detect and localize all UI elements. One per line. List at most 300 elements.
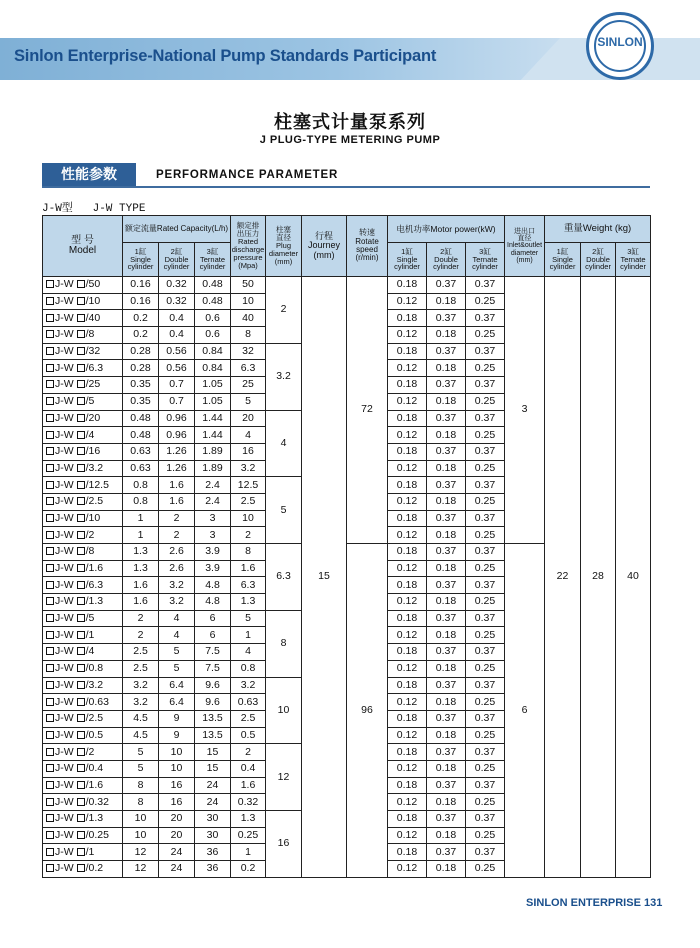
- checkbox-icon: [46, 364, 54, 372]
- checkbox-icon: [77, 631, 85, 639]
- motor-ternate: 0.25: [466, 827, 505, 844]
- motor-double: 0.18: [427, 460, 466, 477]
- sinlon-logo: [586, 12, 654, 80]
- checkbox-icon: [77, 414, 85, 422]
- motor-double: 0.37: [427, 277, 466, 294]
- capacity-double: 10: [159, 744, 195, 761]
- header-cap-double: 2缸 Double cylinder: [159, 243, 195, 277]
- motor-single: 0.18: [388, 744, 427, 761]
- motor-single: 0.12: [388, 794, 427, 811]
- capacity-single: 1.6: [123, 577, 159, 594]
- capacity-single: 10: [123, 827, 159, 844]
- motor-double: 0.37: [427, 677, 466, 694]
- capacity-single: 12: [123, 844, 159, 861]
- capacity-single: 2: [123, 610, 159, 627]
- motor-single: 0.18: [388, 610, 427, 627]
- motor-ternate: 0.25: [466, 527, 505, 544]
- motor-double: 0.37: [427, 410, 466, 427]
- header-model: 型 号 Model: [43, 216, 123, 277]
- capacity-double: 0.56: [159, 360, 195, 377]
- motor-double: 0.18: [427, 493, 466, 510]
- model-cell: J-W /2.5: [43, 493, 123, 510]
- motor-ternate: 0.37: [466, 477, 505, 494]
- checkbox-icon: [46, 848, 54, 856]
- checkbox-icon: [77, 664, 85, 672]
- capacity-double: 3.2: [159, 594, 195, 611]
- model-cell: J-W /5: [43, 393, 123, 410]
- checkbox-icon: [46, 280, 54, 288]
- model-cell: J-W /6.3: [43, 360, 123, 377]
- capacity-double: 9: [159, 710, 195, 727]
- capacity-single: 0.63: [123, 443, 159, 460]
- motor-single: 0.12: [388, 694, 427, 711]
- motor-ternate: 0.25: [466, 360, 505, 377]
- capacity-ternate: 2.4: [195, 477, 231, 494]
- pressure-cell: 5: [231, 610, 266, 627]
- checkbox-icon: [77, 798, 85, 806]
- model-cell: J-W /2: [43, 527, 123, 544]
- header-capacity: 额定流量Rated Capacity(L/h): [123, 216, 231, 243]
- motor-single: 0.12: [388, 827, 427, 844]
- pressure-cell: 0.32: [231, 794, 266, 811]
- motor-single: 0.18: [388, 544, 427, 561]
- capacity-ternate: 24: [195, 794, 231, 811]
- footer-text: SINLON ENTERPRISE 131: [526, 897, 663, 909]
- pressure-cell: 6.3: [231, 577, 266, 594]
- motor-ternate: 0.25: [466, 627, 505, 644]
- section-title: PERFORMANCE PARAMETER: [156, 169, 339, 181]
- plug-diameter-cell: 5: [266, 477, 302, 544]
- capacity-single: 12: [123, 861, 159, 878]
- capacity-double: 24: [159, 844, 195, 861]
- motor-ternate: 0.37: [466, 710, 505, 727]
- capacity-double: 1.26: [159, 460, 195, 477]
- capacity-ternate: 1.44: [195, 427, 231, 444]
- motor-ternate: 0.37: [466, 310, 505, 327]
- pressure-cell: 10: [231, 293, 266, 310]
- header-motor-ternate: 3缸 Ternate cylinder: [466, 243, 505, 277]
- capacity-single: 1: [123, 510, 159, 527]
- capacity-double: 3.2: [159, 577, 195, 594]
- checkbox-icon: [77, 547, 85, 555]
- checkbox-icon: [46, 347, 54, 355]
- motor-double: 0.18: [427, 527, 466, 544]
- checkbox-icon: [77, 831, 85, 839]
- model-cell: J-W /3.2: [43, 460, 123, 477]
- pressure-cell: 4: [231, 644, 266, 661]
- checkbox-icon: [46, 547, 54, 555]
- capacity-ternate: 1.44: [195, 410, 231, 427]
- capacity-single: 1.3: [123, 544, 159, 561]
- model-cell: J-W /8: [43, 544, 123, 561]
- checkbox-icon: [77, 481, 85, 489]
- plug-diameter-cell: 12: [266, 744, 302, 811]
- capacity-single: 4.5: [123, 727, 159, 744]
- capacity-double: 1.6: [159, 493, 195, 510]
- pressure-cell: 1.6: [231, 560, 266, 577]
- motor-double: 0.18: [427, 827, 466, 844]
- capacity-single: 1: [123, 527, 159, 544]
- checkbox-icon: [77, 464, 85, 472]
- pressure-cell: 6.3: [231, 360, 266, 377]
- capacity-ternate: 7.5: [195, 644, 231, 661]
- motor-double: 0.18: [427, 560, 466, 577]
- checkbox-icon: [46, 497, 54, 505]
- checkbox-icon: [46, 647, 54, 655]
- motor-single: 0.12: [388, 660, 427, 677]
- capacity-single: 0.8: [123, 477, 159, 494]
- motor-ternate: 0.37: [466, 343, 505, 360]
- plug-diameter-cell: 16: [266, 811, 302, 878]
- capacity-ternate: 9.6: [195, 694, 231, 711]
- capacity-single: 8: [123, 777, 159, 794]
- motor-double: 0.37: [427, 844, 466, 861]
- checkbox-icon: [77, 514, 85, 522]
- capacity-single: 5: [123, 760, 159, 777]
- capacity-single: 0.48: [123, 410, 159, 427]
- model-cell: J-W /0.32: [43, 794, 123, 811]
- motor-ternate: 0.37: [466, 777, 505, 794]
- capacity-double: 2.6: [159, 560, 195, 577]
- motor-ternate: 0.37: [466, 544, 505, 561]
- pressure-cell: 8: [231, 544, 266, 561]
- checkbox-icon: [46, 781, 54, 789]
- header-inlet: 进出口 直径 Inlet&outlet diameter (mm): [505, 216, 545, 277]
- section-divider: [42, 186, 650, 188]
- motor-single: 0.12: [388, 427, 427, 444]
- header-weight-ternate: 3缸 Ternate cylinder: [616, 243, 651, 277]
- checkbox-icon: [77, 814, 85, 822]
- header-speed: 转速 Rotate speed (r/min): [347, 216, 388, 277]
- logo-text: SINLON: [597, 35, 643, 49]
- checkbox-icon: [77, 431, 85, 439]
- capacity-double: 0.56: [159, 343, 195, 360]
- capacity-single: 4.5: [123, 710, 159, 727]
- capacity-double: 20: [159, 811, 195, 828]
- capacity-ternate: 0.6: [195, 310, 231, 327]
- checkbox-icon: [46, 831, 54, 839]
- pressure-cell: 3.2: [231, 460, 266, 477]
- weight-double: 28: [581, 277, 616, 878]
- motor-ternate: 0.37: [466, 744, 505, 761]
- motor-double: 0.18: [427, 760, 466, 777]
- capacity-ternate: 6: [195, 627, 231, 644]
- capacity-double: 0.32: [159, 277, 195, 294]
- plug-diameter-cell: 2: [266, 277, 302, 344]
- pressure-cell: 1: [231, 627, 266, 644]
- capacity-double: 0.4: [159, 310, 195, 327]
- capacity-double: 5: [159, 644, 195, 661]
- capacity-double: 0.7: [159, 393, 195, 410]
- motor-double: 0.37: [427, 577, 466, 594]
- capacity-ternate: 3.9: [195, 560, 231, 577]
- capacity-single: 1.6: [123, 594, 159, 611]
- motor-single: 0.18: [388, 277, 427, 294]
- checkbox-icon: [46, 581, 54, 589]
- header-weight-single: 1缸 Single cylinder: [545, 243, 581, 277]
- checkbox-icon: [46, 714, 54, 722]
- header-cap-single: 1缸 Single cylinder: [123, 243, 159, 277]
- capacity-ternate: 0.84: [195, 360, 231, 377]
- checkbox-icon: [46, 431, 54, 439]
- motor-single: 0.18: [388, 644, 427, 661]
- capacity-ternate: 0.84: [195, 343, 231, 360]
- model-cell: J-W /4: [43, 644, 123, 661]
- banner-title: Sinlon Enterprise-National Pump Standards Participant: [14, 47, 437, 65]
- capacity-ternate: 0.48: [195, 293, 231, 310]
- plug-diameter-cell: 4: [266, 410, 302, 477]
- motor-ternate: 0.37: [466, 443, 505, 460]
- model-cell: J-W /1.3: [43, 594, 123, 611]
- inlet-diameter-cell: 6: [505, 544, 545, 878]
- header-journey: 行程 Journey (mm): [302, 216, 347, 277]
- checkbox-icon: [46, 397, 54, 405]
- model-cell: J-W /4: [43, 427, 123, 444]
- pressure-cell: 5: [231, 393, 266, 410]
- checkbox-icon: [46, 748, 54, 756]
- capacity-double: 6.4: [159, 694, 195, 711]
- motor-ternate: 0.25: [466, 727, 505, 744]
- motor-single: 0.18: [388, 510, 427, 527]
- motor-double: 0.18: [427, 327, 466, 344]
- pressure-cell: 1.6: [231, 777, 266, 794]
- capacity-double: 0.32: [159, 293, 195, 310]
- capacity-double: 9: [159, 727, 195, 744]
- header-weight: 重量Weight (kg): [545, 216, 651, 243]
- pressure-cell: 2.5: [231, 710, 266, 727]
- checkbox-icon: [46, 681, 54, 689]
- capacity-single: 3.2: [123, 694, 159, 711]
- model-cell: J-W /0.5: [43, 727, 123, 744]
- capacity-double: 2: [159, 510, 195, 527]
- motor-single: 0.12: [388, 560, 427, 577]
- checkbox-icon: [46, 864, 54, 872]
- motor-single: 0.18: [388, 811, 427, 828]
- pressure-cell: 20: [231, 410, 266, 427]
- motor-single: 0.12: [388, 627, 427, 644]
- motor-single: 0.12: [388, 727, 427, 744]
- motor-double: 0.18: [427, 627, 466, 644]
- model-cell: J-W /2: [43, 744, 123, 761]
- model-cell: J-W /0.63: [43, 694, 123, 711]
- motor-double: 0.37: [427, 443, 466, 460]
- header-plug: 柱塞 直径 Plug diameter (mm): [266, 216, 302, 277]
- capacity-ternate: 1.89: [195, 460, 231, 477]
- checkbox-icon: [77, 280, 85, 288]
- model-cell: J-W /25: [43, 377, 123, 394]
- checkbox-icon: [46, 798, 54, 806]
- pressure-cell: 2: [231, 744, 266, 761]
- motor-double: 0.18: [427, 794, 466, 811]
- model-cell: J-W /5: [43, 610, 123, 627]
- motor-ternate: 0.37: [466, 510, 505, 527]
- checkbox-icon: [77, 748, 85, 756]
- checkbox-icon: [46, 514, 54, 522]
- pressure-cell: 0.2: [231, 861, 266, 878]
- model-cell: J-W /32: [43, 343, 123, 360]
- pressure-cell: 1: [231, 844, 266, 861]
- motor-ternate: 0.25: [466, 794, 505, 811]
- capacity-double: 4: [159, 627, 195, 644]
- header-motor: 电机功率Motor power(kW): [388, 216, 505, 243]
- motor-double: 0.37: [427, 644, 466, 661]
- capacity-single: 0.48: [123, 427, 159, 444]
- motor-single: 0.12: [388, 360, 427, 377]
- page-title-en: J PLUG-TYPE METERING PUMP: [259, 134, 441, 146]
- capacity-ternate: 3.9: [195, 544, 231, 561]
- motor-single: 0.18: [388, 343, 427, 360]
- motor-double: 0.18: [427, 393, 466, 410]
- model-cell: J-W /3.2: [43, 677, 123, 694]
- model-cell: J-W /6.3: [43, 577, 123, 594]
- checkbox-icon: [46, 464, 54, 472]
- pressure-cell: 40: [231, 310, 266, 327]
- capacity-single: 2.5: [123, 660, 159, 677]
- capacity-single: 0.2: [123, 310, 159, 327]
- pressure-cell: 16: [231, 443, 266, 460]
- checkbox-icon: [77, 330, 85, 338]
- capacity-ternate: 30: [195, 811, 231, 828]
- model-cell: J-W /0.8: [43, 660, 123, 677]
- weight-single: 22: [545, 277, 581, 878]
- motor-double: 0.37: [427, 310, 466, 327]
- motor-double: 0.18: [427, 594, 466, 611]
- plug-diameter-cell: 10: [266, 677, 302, 744]
- checkbox-icon: [46, 531, 54, 539]
- capacity-ternate: 1.05: [195, 377, 231, 394]
- capacity-single: 1.3: [123, 560, 159, 577]
- checkbox-icon: [46, 764, 54, 772]
- capacity-ternate: 7.5: [195, 660, 231, 677]
- capacity-ternate: 13.5: [195, 727, 231, 744]
- model-cell: J-W /16: [43, 443, 123, 460]
- model-cell: J-W /50: [43, 277, 123, 294]
- motor-single: 0.18: [388, 477, 427, 494]
- checkbox-icon: [77, 781, 85, 789]
- header-cap-ternate: 3缸 Ternate cylinder: [195, 243, 231, 277]
- motor-ternate: 0.25: [466, 594, 505, 611]
- pressure-cell: 25: [231, 377, 266, 394]
- motor-double: 0.37: [427, 811, 466, 828]
- table-row: [43, 277, 651, 294]
- pressure-cell: 12.5: [231, 477, 266, 494]
- capacity-ternate: 24: [195, 777, 231, 794]
- motor-single: 0.12: [388, 460, 427, 477]
- header-row-1: [43, 216, 651, 243]
- motor-ternate: 0.25: [466, 660, 505, 677]
- motor-ternate: 0.25: [466, 694, 505, 711]
- capacity-double: 0.7: [159, 377, 195, 394]
- capacity-single: 2.5: [123, 644, 159, 661]
- capacity-ternate: 1.05: [195, 393, 231, 410]
- capacity-ternate: 4.8: [195, 594, 231, 611]
- motor-double: 0.18: [427, 694, 466, 711]
- motor-ternate: 0.25: [466, 393, 505, 410]
- journey-cell: 15: [302, 277, 347, 878]
- pressure-cell: 50: [231, 277, 266, 294]
- motor-ternate: 0.37: [466, 811, 505, 828]
- model-cell: J-W /0.4: [43, 760, 123, 777]
- motor-double: 0.37: [427, 610, 466, 627]
- motor-single: 0.12: [388, 393, 427, 410]
- pressure-cell: 8: [231, 327, 266, 344]
- motor-double: 0.18: [427, 727, 466, 744]
- capacity-ternate: 4.8: [195, 577, 231, 594]
- pressure-cell: 2: [231, 527, 266, 544]
- inlet-diameter-cell: 3: [505, 277, 545, 544]
- capacity-double: 24: [159, 861, 195, 878]
- motor-double: 0.37: [427, 477, 466, 494]
- checkbox-icon: [46, 414, 54, 422]
- checkbox-icon: [46, 447, 54, 455]
- pressure-cell: 0.8: [231, 660, 266, 677]
- checkbox-icon: [77, 314, 85, 322]
- checkbox-icon: [77, 564, 85, 572]
- capacity-double: 16: [159, 794, 195, 811]
- checkbox-icon: [77, 647, 85, 655]
- checkbox-icon: [46, 481, 54, 489]
- motor-single: 0.18: [388, 710, 427, 727]
- header-motor-double: 2缸 Double cylinder: [427, 243, 466, 277]
- motor-ternate: 0.25: [466, 460, 505, 477]
- checkbox-icon: [46, 814, 54, 822]
- capacity-single: 8: [123, 794, 159, 811]
- capacity-single: 3.2: [123, 677, 159, 694]
- checkbox-icon: [46, 698, 54, 706]
- model-cell: J-W /0.2: [43, 861, 123, 878]
- capacity-single: 5: [123, 744, 159, 761]
- motor-double: 0.37: [427, 744, 466, 761]
- capacity-ternate: 30: [195, 827, 231, 844]
- capacity-double: 1.6: [159, 477, 195, 494]
- checkbox-icon: [46, 731, 54, 739]
- capacity-double: 5: [159, 660, 195, 677]
- pressure-cell: 3.2: [231, 677, 266, 694]
- capacity-ternate: 15: [195, 744, 231, 761]
- plug-diameter-cell: 6.3: [266, 544, 302, 611]
- checkbox-icon: [77, 597, 85, 605]
- capacity-double: 16: [159, 777, 195, 794]
- checkbox-icon: [77, 380, 85, 388]
- capacity-ternate: 9.6: [195, 677, 231, 694]
- motor-single: 0.18: [388, 410, 427, 427]
- motor-single: 0.18: [388, 844, 427, 861]
- capacity-ternate: 13.5: [195, 710, 231, 727]
- model-cell: J-W /12.5: [43, 477, 123, 494]
- checkbox-icon: [46, 314, 54, 322]
- motor-single: 0.18: [388, 777, 427, 794]
- motor-ternate: 0.25: [466, 293, 505, 310]
- capacity-ternate: 0.6: [195, 327, 231, 344]
- motor-ternate: 0.37: [466, 677, 505, 694]
- header-motor-single: 1缸 Single cylinder: [388, 243, 427, 277]
- rotate-speed-cell: 96: [347, 544, 388, 878]
- capacity-ternate: 0.48: [195, 277, 231, 294]
- capacity-double: 0.96: [159, 427, 195, 444]
- model-cell: J-W /1: [43, 844, 123, 861]
- checkbox-icon: [46, 330, 54, 338]
- checkbox-icon: [77, 714, 85, 722]
- pressure-cell: 0.5: [231, 727, 266, 744]
- checkbox-icon: [77, 731, 85, 739]
- checkbox-icon: [77, 848, 85, 856]
- motor-double: 0.18: [427, 293, 466, 310]
- capacity-ternate: 2.4: [195, 493, 231, 510]
- motor-double: 0.37: [427, 343, 466, 360]
- checkbox-icon: [46, 597, 54, 605]
- capacity-double: 1.26: [159, 443, 195, 460]
- capacity-double: 0.4: [159, 327, 195, 344]
